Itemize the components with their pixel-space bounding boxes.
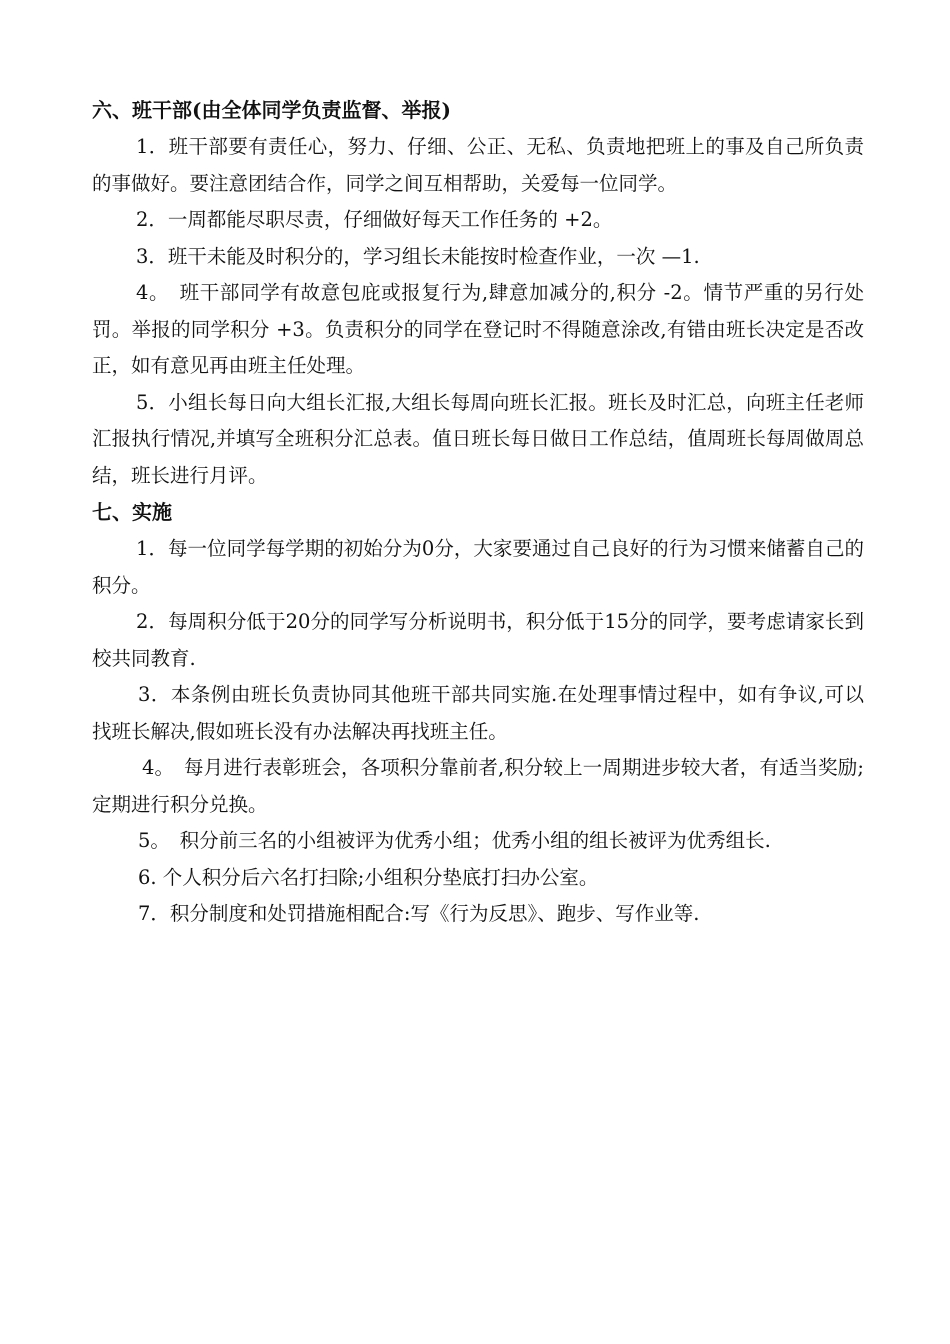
document-page [92, 92, 864, 933]
section-7-item-2: 2．每周积分低于20分的同学写分析说明书，积分低于15分的同学，要考虑请家长到校共同教育. [92, 610, 864, 670]
section-6-item-5: 5．小组长每日向大组长汇报,大组长每周向班长汇报。班长及时汇总，向班主任老师汇报执行情况,并填写全班积分汇总表。值日班长每日做日工作总结，值周班长每周做周总结，班长进行月评。 [92, 390, 864, 487]
section-6-heading: 六、班干部(由全体同学负责监督、举报) [92, 98, 451, 122]
section-7-item-1: 1．每一位同学每学期的初始分为0分，大家要通过自己良好的行为习惯来储蓄自己的积分。 [92, 537, 864, 597]
section-6-item-3: 3．班干未能及时积分的，学习组长未能按时检查作业，一次 —1. [136, 244, 700, 268]
section-7-item-5: 5。 积分前三名的小组被评为优秀小组；优秀小组的组长被评为优秀组长. [138, 829, 771, 852]
section-6-item-1: 1．班干部要有责任心，努力、仔细、公正、无私、负责地把班上的事及自己所负责的事做好。要注意团结合作，同学之间互相帮助，关爱每一位同学。 [92, 135, 864, 195]
section-7-item-3: 3．本条例由班长负责协同其他班干部共同实施.在处理事情过程中，如有争议,可以找班长解决,假如班长没有办法解决再找班主任。 [92, 683, 864, 743]
section-7-item-7: 7．积分制度和处罚措施相配合:写《行为反思》、跑步、写作业等. [138, 902, 700, 925]
section-7-item-6: 6. 个人积分后六名打扫除;小组积分垫底打扫办公室。 [138, 865, 599, 889]
section-6-item-2: 2．一周都能尽职尽责，仔细做好每天工作任务的 +2。 [136, 208, 613, 231]
section-7-heading: 七、实施 [92, 500, 172, 524]
section-7-item-4: 4。 每月进行表彰班会，各项积分靠前者,积分较上一周期进步较大者，有适当奖励;定期进行积分兑换。 [92, 756, 864, 816]
section-6-item-4: 4。 班干部同学有故意包庇或报复行为,肆意加减分的,积分 -2。情节严重的另行处罚。举报的同学积分 +3。负责积分的同学在登记时不得随意涂改,有错由班长决定是否改正，如有意见再由班主任处理。 [92, 281, 864, 377]
